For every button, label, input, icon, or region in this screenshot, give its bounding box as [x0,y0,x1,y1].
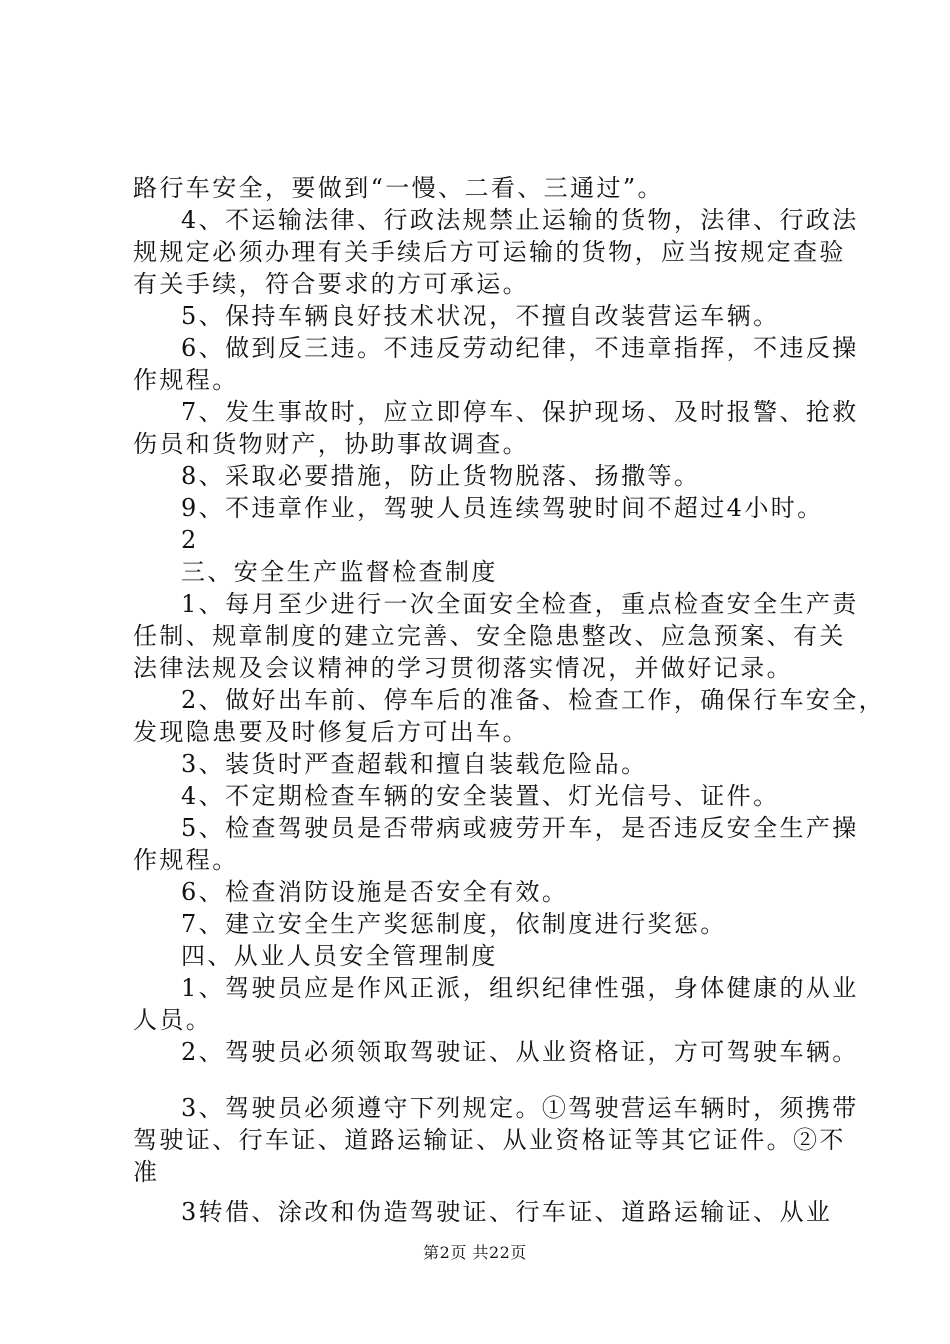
text-line: 规规定必须办理有关手续后方可运输的货物，应当按规定查验 [133,238,846,266]
text-line: 伤员和货物财产，协助事故调查。 [133,430,529,458]
page-footer: 第2页 共22页 [423,1243,527,1262]
text-line: 3、装货时严查超载和擅自装载危险品。 [181,750,648,778]
text-line: 驾驶证、行车证、道路运输证、从业资格证等其它证件。②不 [133,1126,846,1154]
section-heading: 三、安全生产监督检查制度 [181,558,498,586]
text-line: 7、发生事故时，应立即停车、保护现场、及时报警、抢救 [181,398,859,426]
text-line: 5、检查驾驶员是否带病或疲劳开车，是否违反安全生产操 [181,814,859,842]
text-line: 4、不定期检查车辆的安全装置、灯光信号、证件。 [181,782,780,810]
text-line: 1、每月至少进行一次全面安全检查，重点检查安全生产责 [181,590,859,618]
text-line: 5、保持车辆良好技术状况，不擅自改装营运车辆。 [181,302,780,330]
text-line: 任制、规章制度的建立完善、安全隐患整改、应急预案、有关 [133,622,846,650]
text-line: 3、驾驶员必须遵守下列规定。①驾驶营运车辆时，须携带 [181,1094,859,1122]
text-line: 发现隐患要及时修复后方可出车。 [133,718,529,746]
text-line: 人员。 [133,1006,213,1034]
text-line: 9、不违章作业，驾驶人员连续驾驶时间不超过4小时。 [181,494,824,522]
text-line: 有关手续，符合要求的方可承运。 [133,270,529,298]
text-line: 6、做到反三违。不违反劳动纪律，不违章指挥，不违反操 [181,334,859,362]
text-line: 7、建立安全生产奖惩制度，依制度进行奖惩。 [181,910,727,938]
text-line: 8、采取必要措施，防止货物脱落、扬撒等。 [181,462,701,490]
text-line: 2、做好出车前、停车后的准备、检查工作，确保行车安全， [181,686,886,714]
text-line: 路行车安全，要做到“一慢、二看、三通过”。 [133,174,664,202]
text-line: 1、驾驶员应是作风正派，组织纪律性强，身体健康的从业 [181,974,859,1002]
text-line: 2、驾驶员必须领取驾驶证、从业资格证，方可驾驶车辆。 [181,1038,859,1066]
text-line: 3转借、涂改和伪造驾驶证、行车证、道路运输证、从业 [181,1198,833,1226]
text-line: 准 [133,1158,160,1186]
text-line: 法律法规及会议精神的学习贯彻落实情况，并做好记录。 [133,654,793,682]
text-line: 作规程。 [133,846,239,874]
text-line: 作规程。 [133,366,239,394]
page-fragment-number: 2 [181,526,199,554]
text-line: 6、检查消防设施是否安全有效。 [181,878,569,906]
text-line: 4、不运输法律、行政法规禁止运输的货物，法律、行政法 [181,206,859,234]
section-heading: 四、从业人员安全管理制度 [181,942,498,970]
